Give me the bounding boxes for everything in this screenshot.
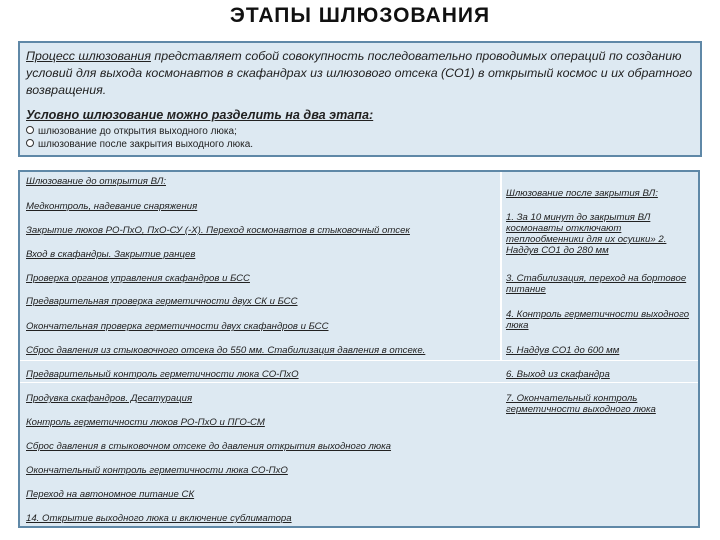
intro-bullet-list (26, 125, 694, 151)
right-stage-item: 6. Выход из скафандра (506, 369, 610, 380)
row-divider (20, 360, 698, 361)
intro-text: представляет собой совокупность последовательно проводимых операций по созданию условий для выхода космонавтов в скафандрах из шлюзового отсека (СО1) в открытый космос и их обратного возвращения. (26, 49, 693, 97)
intro-paragraph (26, 48, 694, 99)
stages-box (18, 170, 700, 528)
column-divider (500, 172, 502, 360)
right-column-header: Шлюзование после закрытия ВЛ: (506, 188, 658, 199)
right-stage-item: 3. Стабилизация, переход на бортовое питание (506, 273, 687, 295)
left-stage-item: Сброс давления в стыковочном отсеке до давления открытия выходного люка (26, 441, 392, 452)
intro-bullet: шлюзование до открытия выходного люка; (26, 125, 694, 138)
intro-box (18, 41, 702, 157)
right-stage-item: 7. Окончательный контроль герметичности выходного люка (506, 393, 656, 415)
right-stage-item: 4. Контроль герметичности выходного люка (506, 309, 690, 331)
page-title: ЭТАПЫ ШЛЮЗОВАНИЯ (229, 4, 491, 27)
left-stage-item: Окончательный контроль герметичности люка СО-ПхО (26, 465, 288, 476)
bullet-icon (26, 139, 34, 147)
left-stage-item: Вход в скафандры. Закрытие ранцев (26, 249, 196, 260)
row-divider (20, 382, 698, 383)
intro-bullet: шлюзование после закрытия выходного люка. (26, 138, 694, 151)
left-stage-item: Контроль герметичности люков РО-ПхО и ПГО-СМ (26, 417, 265, 428)
left-stage-item: Сброс давления из стыковочного отсека до 550 мм. Стабилизация давления в отсеке. (26, 345, 426, 356)
left-stage-item: 14. Открытие выходного люка и включение сублиматора (26, 513, 292, 524)
left-column-header: Шлюзование до открытия ВЛ: (26, 176, 166, 187)
left-stage-item: Окончательная проверка герметичности двух скафандров и БСС (26, 321, 329, 332)
left-stage-item: Медконтроль, надевание снаряжения (26, 201, 198, 212)
left-stage-item: Проверка органов управления скафандров и БСС (26, 273, 250, 284)
bullet-icon (26, 126, 34, 134)
left-stage-item: Предварительный контроль герметичности люка СО-ПхО (26, 369, 299, 380)
intro-term: Процесс шлюзования (26, 49, 151, 63)
left-stage-item: Переход на автономное питание СК (26, 489, 195, 500)
left-stage-item: Предварительная проверка герметичности двух СК и БСС (26, 296, 298, 307)
left-stage-item: Закрытие люков РО-ПхО, ПхО-СУ (-Х). Переход космонавтов в стыковочный отсек (26, 225, 410, 236)
right-stage-item: 1. За 10 минут до закрытия ВЛ космонавты отключают теплообменники для их осушки» 2. Наддув СО1 до 280 мм (506, 212, 667, 256)
intro-subheading: Условно шлюзование можно разделить на два этапа: (26, 108, 374, 122)
left-stage-item: Продувка скафандров. Десатурация (26, 393, 193, 404)
right-stage-item: 5. Наддув СО1 до 600 мм (506, 345, 620, 356)
